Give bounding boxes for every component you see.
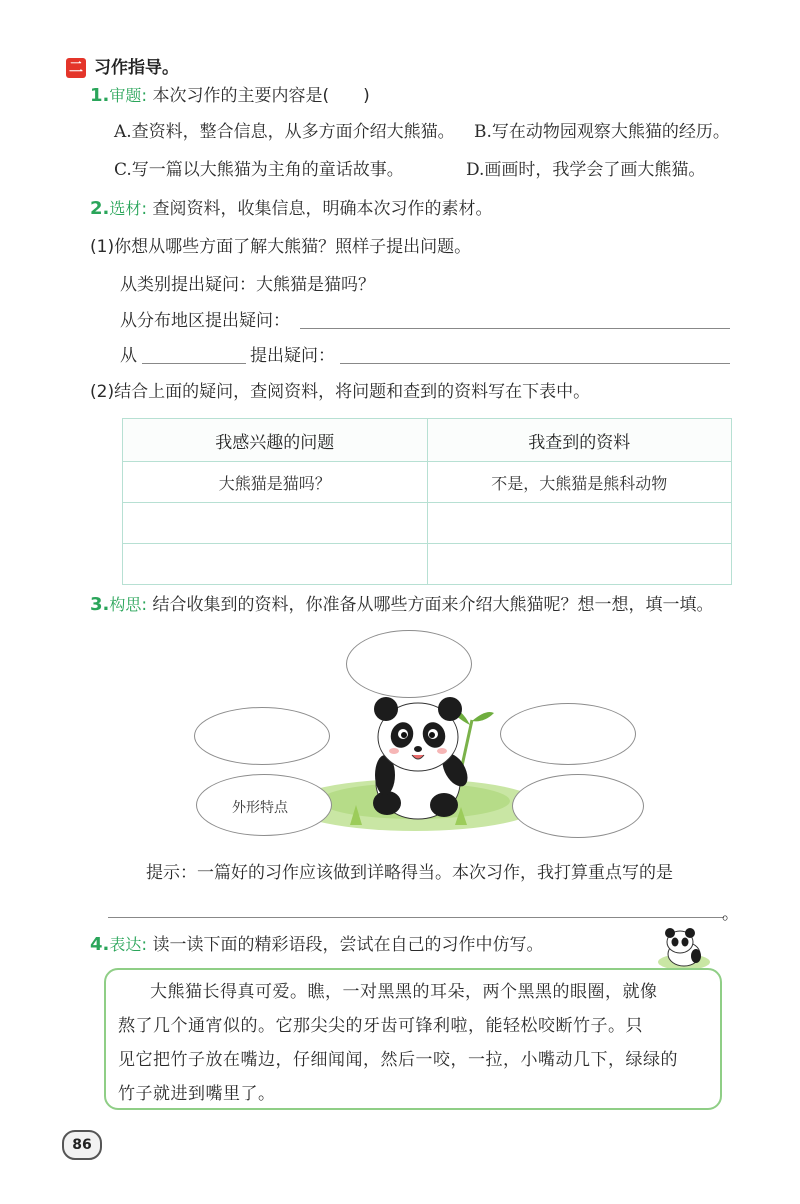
table-cell-question[interactable]: [123, 544, 428, 585]
idea-bubble-lower-right[interactable]: [512, 774, 644, 838]
q4-number: 4.: [90, 934, 110, 955]
q2-custom-label-a: 从: [120, 346, 137, 366]
table-cell-question[interactable]: [123, 503, 428, 544]
q3-tag: 构思: [109, 595, 142, 614]
q4-heading: 4.表达: 读一读下面的精彩语段，尝试在自己的习作中仿写。: [90, 934, 544, 955]
q1-option-c: C.写一篇以大熊猫为主角的童话故事。: [114, 160, 404, 180]
q1-option-a: A.查资料，整合信息，从多方面介绍大熊猫。: [114, 122, 455, 142]
q4-tag: 表达: [109, 935, 142, 954]
idea-bubble-appearance-label: 外形特点: [232, 800, 288, 816]
q2-heading: 2.选材: 查阅资料，收集信息，明确本次习作的素材。: [90, 198, 493, 219]
q2-example: 从类别提出疑问：大熊猫是猫吗？: [120, 275, 375, 295]
q2-tag: 选材: [109, 199, 142, 218]
idea-bubble-upper-right[interactable]: [500, 703, 636, 765]
table-row: [123, 503, 732, 544]
table-header-row: [123, 419, 732, 462]
table-header-questions: 我感兴趣的问题: [123, 419, 428, 462]
q2-custom-answer-line[interactable]: [340, 362, 730, 364]
excerpt-line-3: 见它把竹子放在嘴边，仔细闻闻，然后一咬，一拉，小嘴动几下，绿绿的: [118, 1050, 678, 1070]
table-cell-resource: 不是，大熊猫是熊科动物: [427, 462, 732, 503]
q2-prompt: 查阅资料，收集信息，明确本次习作的素材。: [152, 199, 493, 219]
q3-hint-answer-line[interactable]: [108, 916, 724, 918]
table-row: [123, 544, 732, 585]
q2-part1: (1)你想从哪些方面了解大熊猫？照样子提出问题。: [90, 237, 472, 257]
resource-table: [122, 418, 732, 585]
table-row: [123, 462, 732, 503]
q2-custom-aspect-line[interactable]: [142, 362, 246, 364]
q1-number: 1.: [90, 85, 110, 106]
q1-heading: 1.审题: 本次习作的主要内容是( ): [90, 85, 370, 106]
q3-hint: 提示：一篇好的习作应该做到详略得当。本次习作，我打算重点写的是: [146, 863, 673, 883]
q4-prompt: 读一读下面的精彩语段，尝试在自己的习作中仿写。: [152, 935, 544, 955]
q2-region-label: 从分布地区提出疑问：: [120, 311, 290, 331]
excerpt-line-2: 熬了几个通宵似的。它那尖尖的牙齿可锋利啦，能轻松咬断竹子。只: [118, 1016, 643, 1036]
q1-prompt: 本次习作的主要内容是(: [152, 86, 330, 106]
q2-custom-label-b: 提出疑问：: [250, 346, 335, 366]
table-cell-resource[interactable]: [427, 544, 732, 585]
q3-number: 3.: [90, 594, 110, 615]
q3-heading: 3.构思: 结合收集到的资料，你准备从哪些方面来介绍大熊猫呢？想一想，填一填。: [90, 594, 714, 615]
section-title: 习作指导。: [94, 58, 179, 78]
q2-part2: (2)结合上面的疑问，查阅资料，将问题和查到的资料写在下表中。: [90, 382, 591, 402]
idea-bubble-top[interactable]: [346, 630, 472, 698]
q2-region-answer-line[interactable]: [300, 327, 730, 329]
q3-prompt: 结合收集到的资料，你准备从哪些方面来介绍大熊猫呢？想一想，填一填。: [152, 595, 714, 615]
q1-close: ): [363, 86, 370, 106]
q1-option-b: B.写在动物园观察大熊猫的经历。: [474, 122, 730, 142]
small-panda-icon: [656, 926, 712, 972]
table-cell-question: 大熊猫是猫吗？: [123, 462, 428, 503]
section-badge: 二: [66, 58, 86, 78]
q1-tag: 审题: [109, 86, 142, 105]
excerpt-line-1: 大熊猫长得真可爱。瞧，一对黑黑的耳朵，两个黑黑的眼圈，就像: [150, 982, 658, 1002]
table-cell-resource[interactable]: [427, 503, 732, 544]
page-number: 86: [62, 1130, 102, 1160]
q1-option-d: D.画画时，我学会了画大熊猫。: [466, 160, 706, 180]
excerpt-line-4: 竹子就进到嘴里了。: [118, 1084, 276, 1104]
q2-number: 2.: [90, 198, 110, 219]
idea-bubble-upper-left[interactable]: [194, 707, 330, 765]
table-header-resources: 我查到的资料: [427, 419, 732, 462]
q3-end-mark: 。: [722, 904, 739, 924]
